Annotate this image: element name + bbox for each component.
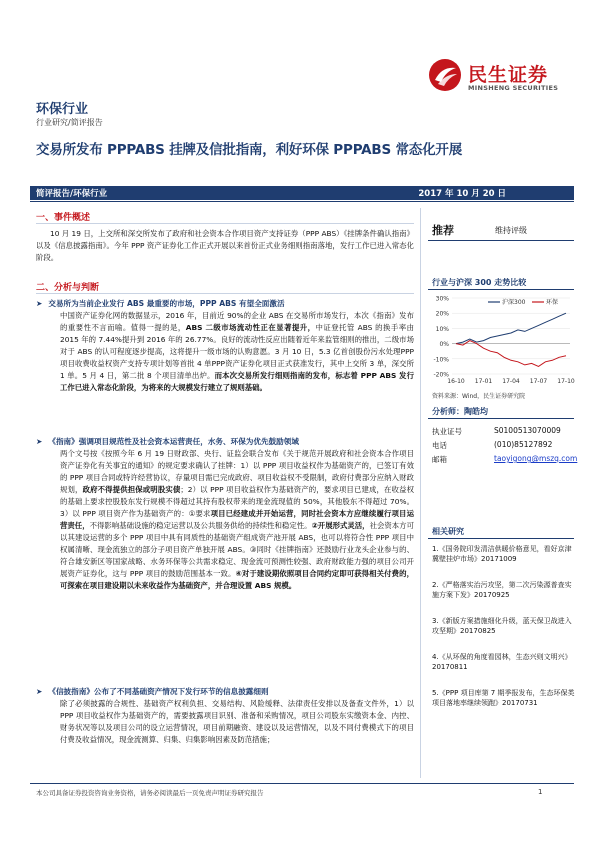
bullet-heading-2 [36,436,299,447]
divider [428,418,574,419]
section-title-event: 一、事件概述 [36,213,91,223]
brand-name-cn: 民生证券 [468,64,549,86]
page-number: 1 [538,788,543,796]
logo-mark-icon [428,58,462,92]
divider [428,240,574,241]
rating-sub: 维持评级 [495,226,527,235]
paragraph-text: 中国资产证券化网的数据显示，2016 年，目前近 90%的企业 ABS 在交易所市场发行，本次《指南》发布的重要性不言而喻。值得一提的是， [60,311,414,332]
y-tick-label: 30% [435,295,449,303]
email-link[interactable]: taoyigong@mszq.com [494,454,578,463]
analyst-name: 分析师：陶皓均 [432,407,488,416]
legend-label: 沪深300 [502,299,526,306]
bullet-paragraph-3: 除了必须披露的合规性、基础资产权利负担、交易结构、风险缓释、法律责任安排以及备查文件外，1）以 PPP 项目收益权作为基础资产的，需要披露项目识别、准备和采购情况，项目公司股东实缴资本金、内控、财务状况等以及项目公司的设立运营情况，项目前期融资、建设以及运营情况，以及不同付费模式下的项目付费及收益情况，现金流测算、归集、归集影响因素及防范措施； [60,699,414,744]
related-title: 相关研究 [432,527,464,536]
email-label: 邮箱 [432,455,447,464]
license-label: 执业证号 [432,427,462,436]
report-title: 交易所发布 PPPABS 挂牌及信批指南，利好环保 PPPABS 常态化开展 [36,142,463,158]
report-date: 2017 年 10 月 20 日 [418,189,506,199]
related-item[interactable]: 1.《国务院印发清洁供暖价格意见，看好京津冀壁挂炉市场》20171009 [432,545,572,563]
y-tick-label: -10% [433,356,449,364]
paragraph-text: 中证登托管 ABS 的换手率由 2015 年的 7.44%提升到 2016 年的 26.77%。良好的流动性反应出随着近年来监管细则的推出，二级市场对于 ABS 的认可程度逐步提高，这将提升一级市场的认购意愿。3 月 10 日，5.3 亿首创股份污水处理PPP项目收费收益权资产支持专项计划等首批 4 单PPP资产证券化项目正式获准发行，其中上交所 3 单，深交所 1 单。5 月 4 日，第二批 8 个项目清单出炉。 [60,323,414,380]
legend-label: 环保 [546,299,559,306]
rating-label: 推荐 [432,224,454,237]
phone-label: 电话 [432,441,447,450]
event-paragraph: 10 月 19 日，上交所和深交所发布了政府和社会资本合作项目资产支持证券（PPP ABS）《挂牌条件确认指南》以及《信息披露指南》。今年 PPP 资产证券化工作正式开展以来首份正式业务细则指南落地，发行工作已进入常态化阶段。 [36,229,414,262]
section-title-analysis: 二、分析与判断 [36,283,100,293]
paragraph-text: 不得影响基础设施的稳定运营以及公共服务供给的持续性和稳定性。 [89,521,312,530]
brand-logo [428,58,578,98]
brand-name-en: MINSHENG SECURITIES [468,84,559,92]
divider [30,783,574,784]
emphasis-text: 政府不得提供担保或明股实债 [82,485,181,494]
paragraph-text: 两个文号按《按照今年 6 月 19 日财政部、央行、证监会联合发布《关于规范开展政府和社会资本合作项目资产证券化有关事宜的通知》的规定要求确认了挂牌：1）以 PPP 项目收益权作为基础资产的，已签订有效的 PPP 项目合同或特许经营协议，存量项目需已完成政府、项目收益权不受限制，政府付费部分应纳入财政规划， [60,449,414,494]
y-tick-label: 0% [439,341,449,349]
bullet-heading-3 [36,686,269,697]
related-item[interactable]: 2.《严格落实治污攻坚，第二次污染源普查实施方案下发》20170925 [432,581,572,599]
y-tick-label: 20% [435,310,449,318]
chart-title: 行业与沪深 300 走势比较 [432,278,527,287]
related-item[interactable]: 5.《PPP 项目库第 7 期季报发布，生态环保类项目落地率继续领跑》20170731 [432,689,575,707]
header-band [30,186,574,200]
bullet-heading-text: 《信披指南》公布了不同基础资产情况下发行环节的信息披露细则 [48,687,269,696]
x-tick-label: 17-04 [502,378,520,385]
paragraph-text: ①要求 [188,509,211,518]
divider [428,538,574,539]
trend-chart [426,290,576,390]
paragraph-text: ；2）以 PPP 项目收益权作为基础资产的，要求项目已建成，在收益权的基础上要求控股股东发行规模不得超过其持有股权带来的现金流现值的 50%，其他股东不得超过 70%。3）以 PPP 项目资产作为基础资产的： [60,485,414,518]
chart-source: 资料来源：Wind，民生证券研究院 [432,393,526,400]
column-divider [420,208,421,778]
band-category: 简评报告/环保行业 [36,189,108,199]
bullet-paragraph-2 [60,448,414,592]
x-tick-label: 17-10 [557,378,575,385]
x-tick-label: 17-07 [529,378,548,385]
divider [36,293,414,294]
phone-value: (010)85127892 [494,440,553,449]
bullet-heading-text: 交易所为当前企业发行 ABS 最重要的市场，PPP ABS 有望全面激活 [48,299,285,308]
divider [30,201,574,202]
arrow-bullet-icon: ➤ [36,687,43,696]
arrow-bullet-icon: ➤ [36,437,43,446]
emphasis-text: ABS 二级市场流动性正在显著提升， [185,323,316,332]
related-item[interactable]: 4.《从环保的角度看园林，生态兴则文明兴》20170811 [432,653,572,671]
emphasis-text: ④对于建设期依照项目合同约定即可获得相关付费的，可探索在项目建设期以未来收益作为基础资产，并合理设置 ABS 规模。 [60,569,414,590]
footer-disclaimer: 本公司具备证券投资咨询业务资格，请务必阅读最后一页免责声明证券研究报告 [36,789,264,797]
emphasis-text: 而本次交易所发行细则指南的发布，标志着 PPP ABS 发行工作已进入常态化阶段，为将来的大规模发行建立了规则基础。 [60,371,414,392]
x-tick-label: 17-01 [474,378,493,385]
series-line [456,341,566,367]
industry-label: 环保行业 [36,102,89,117]
y-tick-label: -20% [433,371,449,379]
license-value: S0100513070009 [494,426,561,435]
bullet-heading-1 [36,298,285,309]
divider [36,223,414,224]
y-tick-label: 10% [435,325,449,333]
emphasis-text: ②开展形式灵活， [311,521,370,530]
paragraph-text: 社会资本方可以其建设运营的多个 PPP 项目中具有同质性的基础资产组成资产池开展 ABS，也可以将符合性 PPP 项目中权属清晰、现金流独立的部分子项目资产单独开展 ABS。③同时《挂牌指南》还鼓励行业龙头企业参与的、符合雄安新区等国家战略、水务环保等公共需求稳定、现金流可预测性较强、政府财政能力强的项目公司开展资产证券化，这与 PPP 项目的鼓励范围基本一致。 [60,521,414,578]
emphasis-text: 项目已经建成并开始运营，同时社会资本方应继续履行项目运营责任， [60,509,414,530]
x-tick-label: 16-10 [447,378,465,385]
related-item[interactable]: 3.《新版方案措施细化升级，蓝天保卫战进入攻坚期》20170825 [432,617,572,635]
report-type: 行业研究/简评报告 [36,118,103,127]
bullet-heading-text: 《指南》强调项目规范性及社会资本运营责任，水务、环保为优先鼓励领域 [48,437,299,446]
bullet-paragraph-1 [60,310,414,394]
arrow-bullet-icon: ➤ [36,299,43,308]
